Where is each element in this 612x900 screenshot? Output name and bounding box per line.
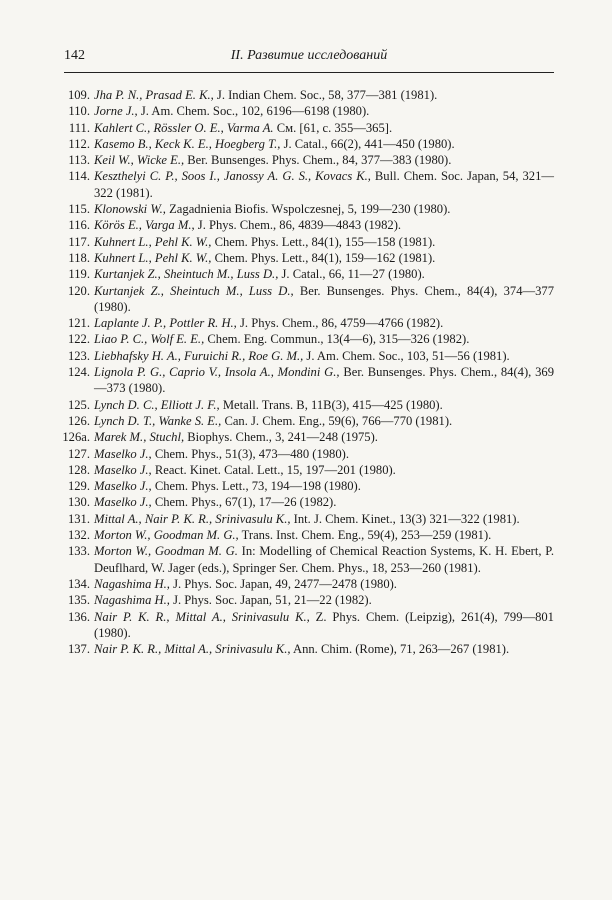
reference-authors: Kasemo B., Keck K. E., Hoegberg T., — [94, 136, 281, 151]
reference-number: 124. — [67, 365, 90, 380]
reference-source: Can. J. Chem. Eng., 59(6), 766—770 (1981). — [221, 413, 453, 428]
reference-source: Trans. Inst. Chem. Eng., 59(4), 253—259 (1981). — [238, 528, 492, 543]
reference-authors: Kurtanjek Z., Sheintuch M., Luss D., — [94, 283, 294, 298]
reference-number: 117. — [68, 234, 90, 249]
reference-source: J. Catal., 66(2), 441—450 (1980). — [280, 136, 455, 151]
reference-authors: Lynch D. T., Wanke S. E., — [94, 413, 222, 428]
reference-authors: Nair P. K. R., Mittal A., Srinivasulu K., — [94, 642, 291, 657]
reference-entry — [56, 283, 554, 316]
reference-authors: Keszthelyi C. P., Soos I., Janossy A. G. S., Kovacs K., — [94, 169, 371, 184]
reference-entry — [56, 168, 554, 201]
reference-number: 128. — [67, 462, 90, 477]
reference-authors: Lynch D. C., Elliott J. F., — [94, 397, 220, 412]
reference-source: Ber. Bunsenges. Phys. Chem., 84(4), 369—373 (1980). — [94, 365, 554, 396]
reference-number: 130. — [67, 495, 90, 510]
reference-number: 120. — [67, 283, 90, 298]
reference-entry — [56, 87, 554, 103]
reference-authors: Kahlert C., Rössler O. E., Varma A. — [94, 120, 274, 135]
reference-number: 125. — [67, 397, 90, 412]
reference-authors: Liao P. C., Wolf E. E., — [94, 332, 205, 347]
running-title: II. Развитие исследований — [230, 48, 388, 63]
reference-source: J. Catal., 66, 11—27 (1980). — [278, 267, 425, 282]
reference-authors: Lignola P. G., Caprio V., Insola A., Mondini G., — [94, 365, 340, 380]
reference-source: J. Am. Chem. Soc., 103, 51—56 (1981). — [303, 348, 510, 363]
reference-authors: Körös E., Varga M., — [94, 218, 195, 233]
reference-entry — [56, 609, 554, 642]
reference-entry — [56, 234, 554, 250]
reference-authors: Maselko J., — [94, 462, 152, 477]
reference-entry — [56, 413, 554, 429]
reference-number: 135. — [67, 593, 90, 608]
reference-authors: Maselko J., — [94, 495, 152, 510]
reference-number: 126. — [67, 413, 90, 428]
page-header — [64, 48, 554, 70]
reference-authors: Kuhnert L., Pehl K. W., — [94, 234, 212, 249]
reference-number: 119. — [68, 267, 90, 282]
reference-authors: Maselko J., — [94, 479, 152, 494]
reference-source: J. Am. Chem. Soc., 102, 6196—6198 (1980). — [137, 104, 370, 119]
reference-number: 126a. — [62, 430, 90, 445]
header-rule — [64, 72, 554, 73]
reference-number: 136. — [67, 609, 90, 624]
reference-number: 131. — [67, 511, 90, 526]
reference-source: In: Modelling of Chemical Reaction Systems, K. H. Ebert, P. Deuflhard, W. Jager (eds.), Springer Ser. Chem. Phys., 18, 253—260 (1981). — [94, 544, 554, 575]
reference-number: 113. — [68, 153, 90, 168]
reference-authors: Nagashima H., — [94, 593, 170, 608]
reference-entry — [56, 641, 554, 657]
reference-entry — [56, 592, 554, 608]
reference-number: 115. — [68, 202, 90, 217]
reference-number: 114. — [68, 169, 90, 184]
reference-number: 137. — [67, 642, 90, 657]
reference-number: 118. — [68, 250, 90, 265]
reference-entry — [56, 201, 554, 217]
reference-entry — [56, 429, 554, 445]
reference-entry — [56, 152, 554, 168]
reference-entry — [56, 136, 554, 152]
reference-source: Zagadnienia Biofis. Wspolczesnej, 5, 199—230 (1980). — [165, 202, 451, 217]
reference-authors: Liebhafsky H. A., Furuichi R., Roe G. M., — [94, 348, 304, 363]
reference-source: См. [61, с. 355—365]. — [273, 120, 393, 135]
reference-entry — [56, 103, 554, 119]
reference-source: Ber. Bunsenges. Phys. Chem., 84, 377—383 (1980). — [184, 153, 452, 168]
reference-authors: Jorne J., — [94, 104, 138, 119]
reference-source: Metall. Trans. B, 11B(3), 415—425 (1980). — [219, 397, 443, 412]
reference-authors: Mittal A., Nair P. K. R., Srinivasulu K., — [94, 511, 291, 526]
reference-authors: Kurtanjek Z., Sheintuch M., Luss D., — [94, 267, 279, 282]
reference-entry — [56, 397, 554, 413]
reference-source: Z. Phys. Chem. (Leipzig), 261(4), 799—801 (1980). — [94, 609, 554, 640]
reference-source: React. Kinet. Catal. Lett., 15, 197—201 (1980). — [151, 462, 396, 477]
reference-number: 122. — [67, 332, 90, 347]
reference-authors: Jha P. N., Prasad E. K., — [94, 88, 214, 102]
reference-authors: Nagashima H., — [94, 576, 170, 591]
page-number: 142 — [64, 48, 85, 63]
reference-source: Chem. Phys., 51(3), 473—480 (1980). — [151, 446, 349, 461]
reference-number: 110. — [68, 104, 90, 119]
reference-entry — [56, 527, 554, 543]
reference-source: Chem. Phys. Lett., 84(1), 159—162 (1981). — [211, 250, 436, 265]
reference-authors: Nair P. K. R., Mittal A., Srinivasulu K., — [94, 609, 310, 624]
reference-number: 129. — [67, 479, 90, 494]
reference-entry — [56, 266, 554, 282]
reference-number: 133. — [67, 544, 90, 559]
reference-entry — [56, 315, 554, 331]
reference-entry — [56, 331, 554, 347]
reference-number: 127. — [67, 446, 90, 461]
reference-number: 132. — [67, 528, 90, 543]
reference-entry — [56, 494, 554, 510]
reference-entry — [56, 348, 554, 364]
reference-entry — [56, 446, 554, 462]
reference-source: Chem. Eng. Commun., 13(4—6), 315—326 (1982). — [204, 332, 470, 347]
reference-source: Bull. Chem. Soc. Japan, 54, 321—322 (1981). — [94, 169, 554, 200]
reference-number: 134. — [67, 576, 90, 591]
reference-source: Int. J. Chem. Kinet., 13(3) 321—322 (1981). — [290, 511, 520, 526]
reference-source: J. Indian Chem. Soc., 58, 377—381 (1981). — [213, 88, 438, 102]
reference-number: 109. — [67, 88, 90, 102]
reference-list — [56, 87, 554, 657]
reference-source: J. Phys. Soc. Japan, 51, 21—22 (1982). — [169, 593, 372, 608]
reference-entry — [56, 364, 554, 397]
reference-source: Chem. Phys. Lett., 84(1), 155—158 (1981). — [211, 234, 436, 249]
reference-number: 111. — [68, 120, 90, 135]
reference-authors: Marek M., Stuchl, — [94, 430, 185, 445]
reference-source: Chem. Phys. Lett., 73, 194—198 (1980). — [151, 479, 361, 494]
reference-authors: Klonowski W., — [94, 202, 166, 217]
reference-number: 112. — [68, 136, 90, 151]
reference-number: 116. — [68, 218, 90, 233]
reference-authors: Keil W., Wicke E., — [94, 153, 185, 168]
reference-source: J. Phys. Soc. Japan, 49, 2477—2478 (1980). — [169, 576, 397, 591]
reference-authors: Kuhnert L., Pehl K. W., — [94, 250, 212, 265]
reference-entry — [56, 478, 554, 494]
reference-source: Biophys. Chem., 3, 241—248 (1975). — [184, 430, 378, 445]
reference-number: 121. — [67, 316, 90, 331]
reference-source: Chem. Phys., 67(1), 17—26 (1982). — [151, 495, 337, 510]
reference-authors: Morton W., Goodman M. G. — [94, 544, 238, 559]
reference-source: J. Phys. Chem., 86, 4839—4843 (1982). — [194, 218, 402, 233]
reference-authors: Morton W., Goodman M. G., — [94, 528, 239, 543]
reference-source: Ann. Chim. (Rome), 71, 263—267 (1981). — [290, 642, 510, 657]
reference-authors: Laplante J. P., Pottler R. H., — [94, 316, 237, 331]
reference-source: J. Phys. Chem., 86, 4759—4766 (1982). — [236, 316, 444, 331]
reference-entry — [56, 543, 554, 576]
reference-entry — [56, 217, 554, 233]
reference-entry — [56, 576, 554, 592]
reference-entry — [56, 511, 554, 527]
reference-entry — [56, 250, 554, 266]
reference-source: Ber. Bunsenges. Phys. Chem., 84(4), 374—377 (1980). — [94, 283, 555, 314]
reference-number: 123. — [67, 348, 90, 363]
reference-entry — [56, 462, 554, 478]
reference-entry — [56, 120, 554, 136]
reference-authors: Maselko J., — [94, 446, 152, 461]
